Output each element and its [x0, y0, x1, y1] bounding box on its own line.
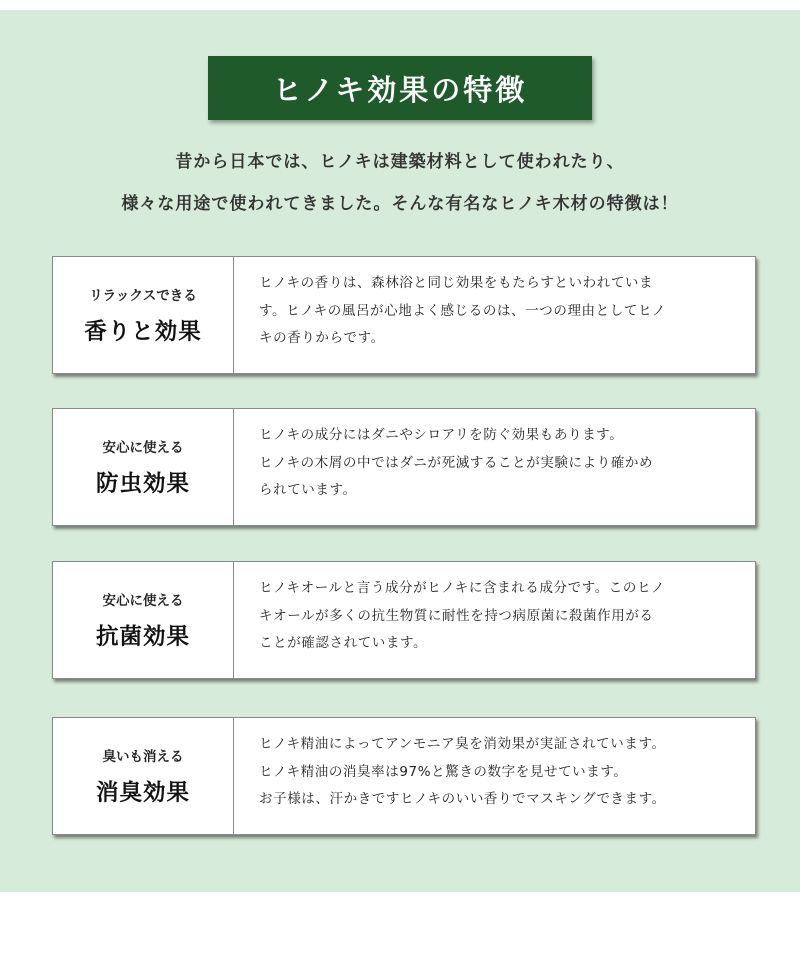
feature-card-antibacterial	[52, 561, 756, 679]
feature-description	[234, 562, 755, 678]
description-line: ヒノキ精油によってアンモニア臭を消効果が実証されています。	[259, 736, 666, 752]
section-title: ヒノキ効果の特徴	[272, 72, 528, 107]
feature-card-label	[53, 718, 234, 834]
description-line: す。ヒノキの風呂が心地よく感じるのは、一つの理由としてヒノ	[259, 302, 667, 319]
feature-subtitle: 安心に使える	[102, 440, 184, 456]
intro-line-2: 様々な用途で使われてきました。そんな有名なヒノキ木材の特徴は！	[121, 194, 679, 214]
feature-heading: 防虫効果	[95, 471, 190, 497]
feature-description	[234, 718, 755, 834]
description-line: られています。	[259, 482, 357, 498]
feature-heading: 抗菌効果	[95, 624, 190, 650]
feature-heading: 消臭効果	[95, 780, 190, 806]
feature-description	[234, 257, 755, 373]
feature-description	[234, 409, 755, 525]
description-line: お子様は、汗かきですヒノキのいい香りでマスキングできます。	[259, 791, 666, 807]
description-line: キオールが多くの抗生物質に耐性を持つ病原菌に殺菌作用がる	[259, 607, 654, 624]
description-line: ヒノキの成分にはダニやシロアリを防ぐ効果もあります。	[259, 427, 624, 443]
feature-section	[0, 10, 800, 892]
feature-card-label	[53, 409, 234, 525]
feature-subtitle: 安心に使える	[102, 593, 184, 609]
description-line: ことが確認されています。	[259, 635, 428, 651]
intro-line-1: 昔から日本では、ヒノキは建築材料として使われたり、	[175, 152, 625, 172]
feature-subtitle: リラックスできる	[89, 288, 197, 304]
description-line: ヒノキ精油の消臭率は97%と驚きの数字を見せています。	[259, 763, 628, 780]
feature-card-deodorant	[52, 717, 756, 835]
feature-card-aroma	[52, 256, 756, 374]
description-line: ヒノキの香りは、森林浴と同じ効果をもたらすといわれていま	[259, 275, 654, 291]
feature-subtitle: 臭いも消える	[102, 749, 184, 765]
description-line: キの香りからです。	[259, 330, 385, 346]
description-line: ヒノキの木屑の中ではダニが死滅することが実験により確かめ	[259, 454, 654, 471]
feature-card-label	[53, 257, 234, 373]
feature-heading: 香りと効果	[84, 319, 202, 345]
description-line: ヒノキオールと言う成分がヒノキに含まれる成分です。このヒノ	[259, 580, 666, 596]
section-title-banner	[208, 56, 592, 120]
feature-card-label	[53, 562, 234, 678]
feature-card-insect-repellent	[52, 408, 756, 526]
